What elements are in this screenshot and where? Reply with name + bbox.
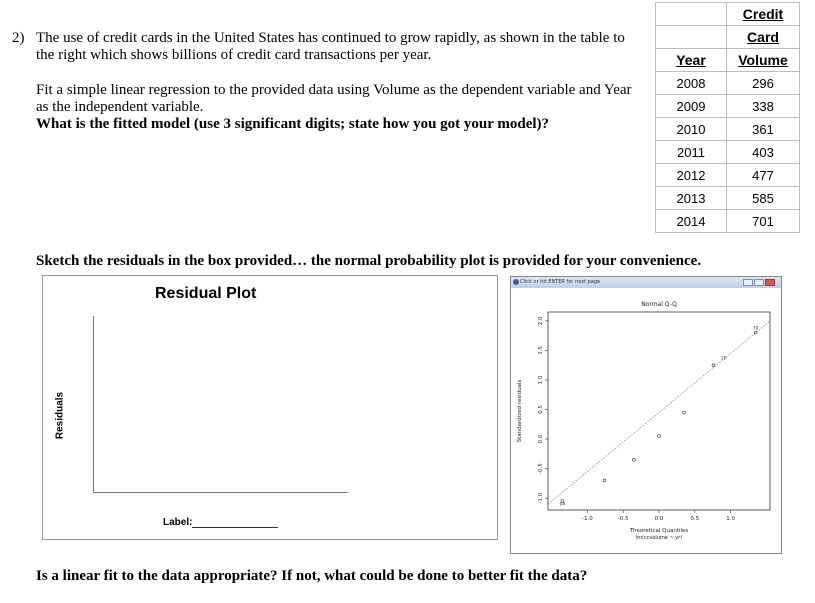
qq-point [633,458,636,461]
qq-x-axis-label: Theoretical Quantiles [629,528,689,534]
question-number: 2) [12,30,25,46]
qq-plot-title: Normal Q-Q [641,301,677,308]
qq-y-tick-label: -0.5 [538,463,544,474]
volume-header-line1: Credit [727,3,800,26]
qq-plot [511,288,781,553]
qq-x-tick-label: 1.0 [726,516,735,522]
volume-cell: 296 [727,72,800,95]
qq-point [658,435,661,438]
close-icon[interactable] [765,279,775,286]
volume-cell: 338 [727,95,800,118]
question-prompt: What is the fitted model (use 3 significant digits; state how you got your model)? [36,116,550,132]
table-header-spacer [656,3,727,26]
volume-cell: 585 [727,187,800,210]
volume-header-line3: Volume [727,49,800,72]
maximize-icon[interactable] [754,279,764,286]
year-cell: 2008 [656,72,727,95]
r-logo-icon [513,279,519,285]
question-intro: The use of credit cards in the United States has continued to grow rapidly, as shown in the table to the right which shows billions of credit card transactions per year. [36,30,625,63]
question-text [36,30,636,133]
qq-y-axis-label: Standardized residuals [517,379,523,443]
qq-x-axis-sublabel: lm(ccvolume ~ yr) [635,535,683,541]
label-caption: Label: [163,517,193,528]
year-header: Year [656,49,727,72]
table-header-spacer [656,26,727,49]
volume-header-line2: Card [727,26,800,49]
year-cell: 2014 [656,210,727,233]
qq-point [683,411,686,414]
qq-y-tick-label: 2.0 [538,316,544,326]
qq-x-tick-label: 0.0 [654,516,664,522]
qq-y-tick-label: 1.5 [538,346,544,355]
qq-point [712,364,715,367]
qq-x-tick-label: 0.5 [690,516,700,522]
volume-cell: 477 [727,164,800,187]
data-table [655,2,800,233]
residual-plot-title: Residual Plot [155,285,257,302]
year-cell: 2009 [656,95,727,118]
qq-reference-line [548,321,770,504]
table-row [656,72,800,95]
year-cell: 2012 [656,164,727,187]
residual-plot-box[interactable] [42,275,498,540]
qq-point-label: 70 [752,326,759,332]
qq-point [603,479,606,482]
qq-y-tick-label: 0.5 [538,405,544,414]
qq-point-label: 10 [720,356,727,362]
qq-y-tick-label: 1.0 [538,375,544,385]
qq-x-tick-label: -0.5 [617,516,629,522]
year-cell: 2011 [656,141,727,164]
year-cell: 2010 [656,118,727,141]
question-instruction: Fit a simple linear regression to the provided data using Volume as the dependent variable and Year as the independent variable. [36,82,632,115]
r-window-title: Click or hit ENTER for next page [520,279,601,285]
table-row [656,95,800,118]
year-cell: 2013 [656,187,727,210]
qq-y-tick-label: 0.0 [538,434,544,444]
qq-x-tick-label: -1.0 [582,516,593,522]
qq-y-tick-label: -1.0 [538,492,544,504]
label-blank-line[interactable] [192,527,278,528]
table-row [656,210,800,233]
residual-plot-y-axis [93,316,94,492]
minimize-icon[interactable] [743,279,753,286]
table-row [656,164,800,187]
volume-cell: 361 [727,118,800,141]
sketch-instruction: Sketch the residuals in the box provided… the normal probability plot is provided for your convenience. [36,253,702,269]
qq-plot-frame [548,312,770,510]
table-row [656,141,800,164]
volume-cell: 701 [727,210,800,233]
table-row [656,118,800,141]
table-row [656,187,800,210]
volume-cell: 403 [727,141,800,164]
bottom-question: Is a linear fit to the data appropriate? If not, what could be done to better fit the data? [36,568,588,584]
residual-plot-x-axis [93,492,348,493]
residual-plot-y-label: Residuals [54,391,66,440]
qq-point-label: 04 [559,502,566,508]
